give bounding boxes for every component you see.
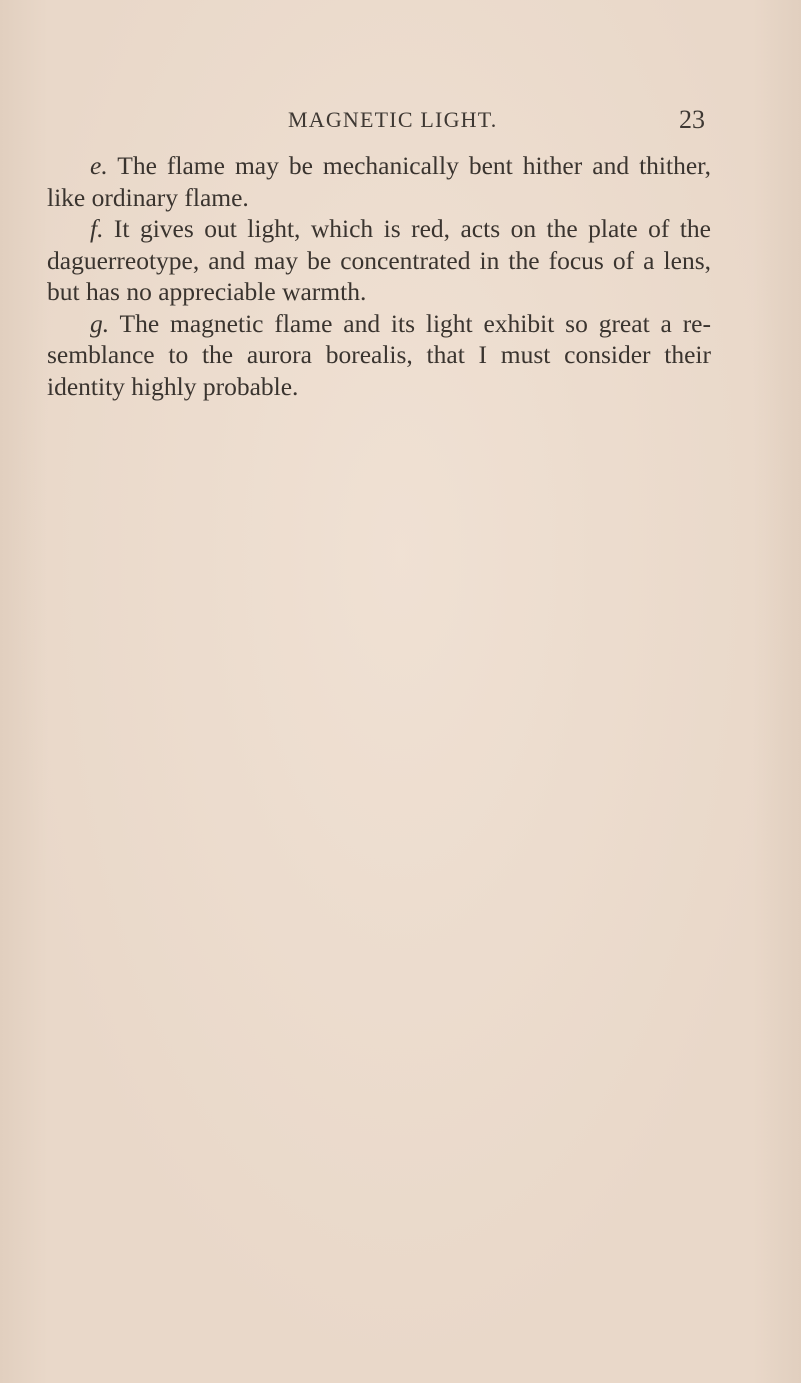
running-head — [0, 104, 801, 136]
paragraph-label: f. — [90, 214, 104, 243]
paragraph-text: The magnetic flame and its light exhibit so great a re-semblance to the aurora borealis, that I must consider their identity highly probable. — [47, 308, 711, 401]
paragraph-text: It gives out light, which is red, acts on the plate of the daguerreotype, and may be concentrated in the focus of a lens, but has no appreciable warmth. — [47, 214, 711, 306]
paragraph-e — [47, 150, 711, 213]
body-text — [47, 150, 711, 402]
paragraph-f — [47, 213, 711, 308]
paragraph-text: The flame may be mechanically bent hither and thither, like ordinary flame. — [47, 151, 711, 212]
running-title: MAGNETIC LIGHT. — [288, 107, 498, 132]
paragraph-label: g. — [90, 308, 110, 338]
paragraph-g — [47, 308, 711, 403]
paragraph-label: e. — [90, 151, 108, 180]
page-number: 23 — [679, 105, 705, 134]
